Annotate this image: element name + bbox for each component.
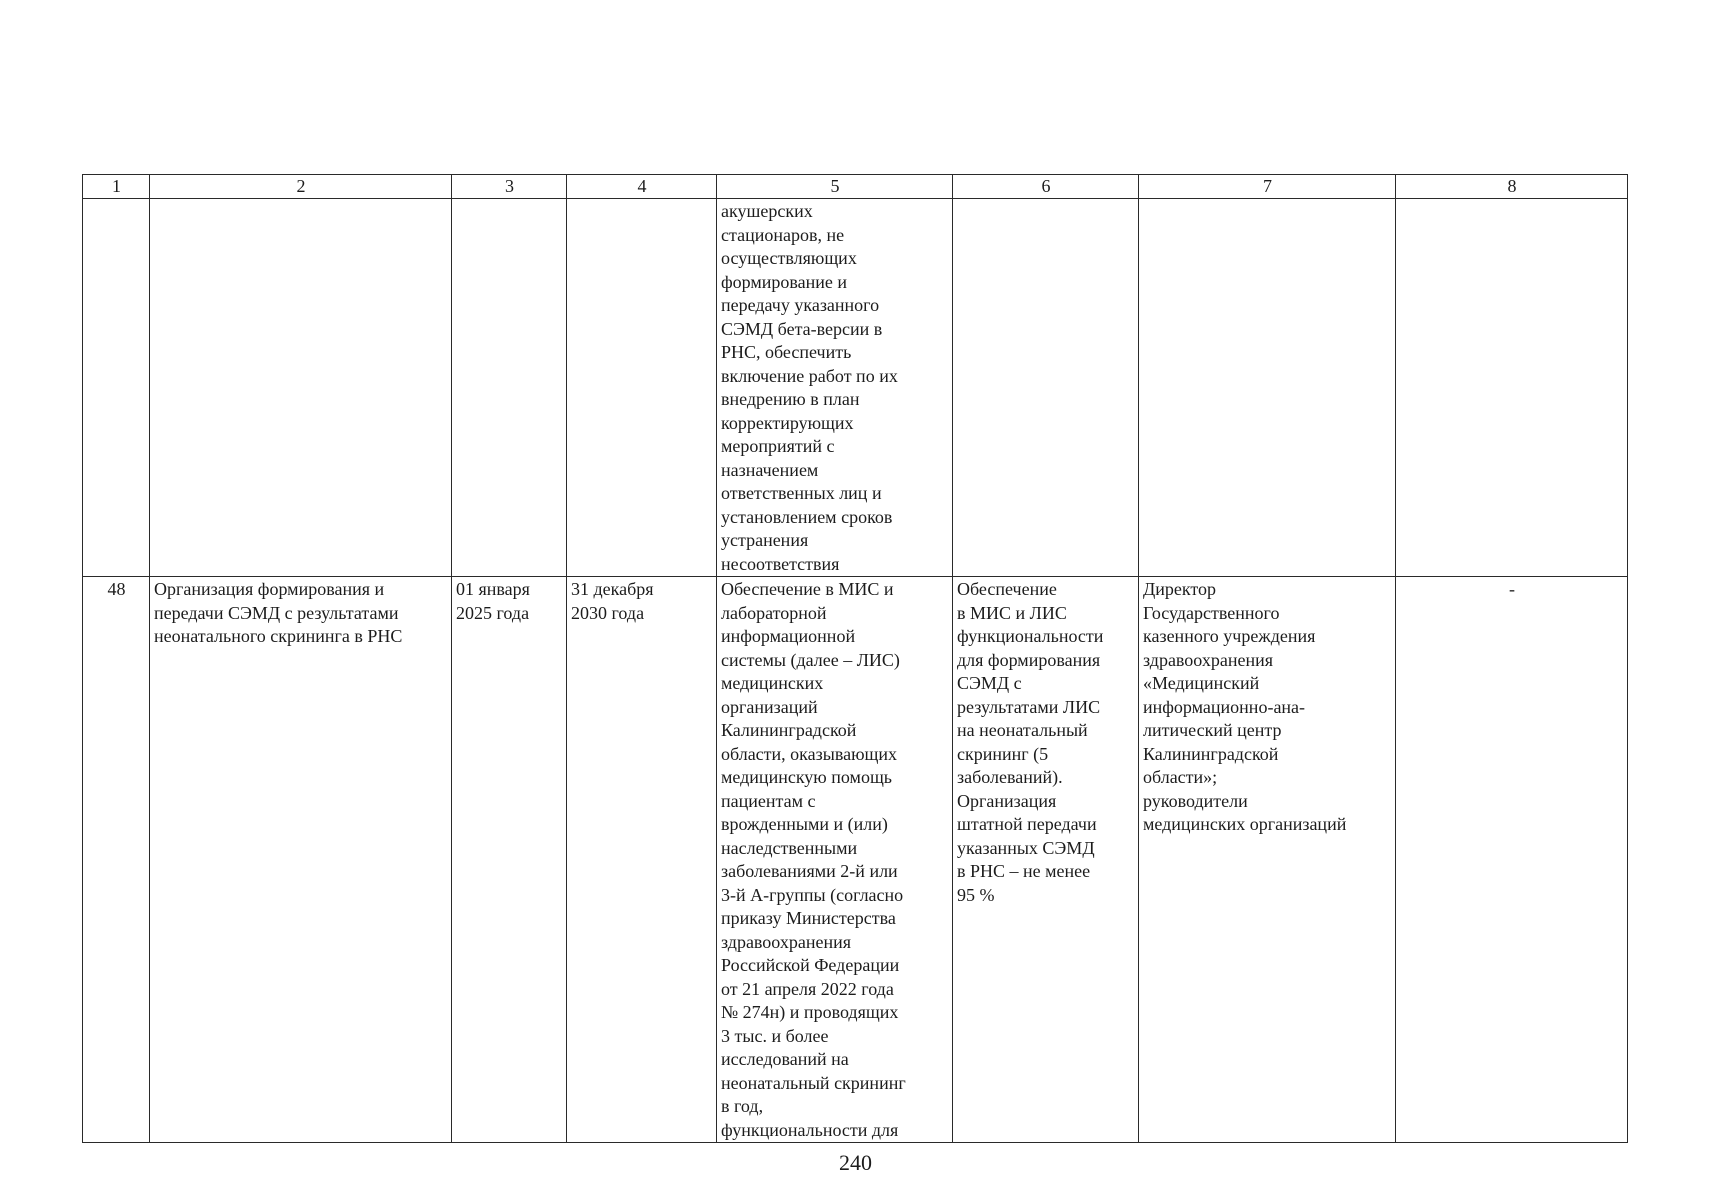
column-header-4: 4 (567, 175, 717, 199)
cell-col8-dash: - (1396, 577, 1628, 1143)
page-number: 240 (839, 1150, 872, 1175)
cell-row-number: 48 (83, 577, 150, 1143)
cell-responsible: Директор Государственного казенного учреждения здравоохранения «Медицинский информационно-ана- литический центр Калининградской области»; руководители медицинских организаций (1139, 577, 1396, 1143)
column-header-6: 6 (953, 175, 1139, 199)
table-row-continuation (83, 199, 1628, 577)
cell-continuation-col7 (1139, 199, 1396, 577)
cell-start-date: 01 января 2025 года (452, 577, 567, 1143)
column-header-1: 1 (83, 175, 150, 199)
measures-table (82, 174, 1628, 1143)
column-header-2: 2 (150, 175, 452, 199)
cell-continuation-col1 (83, 199, 150, 577)
column-header-5: 5 (717, 175, 953, 199)
cell-continuation-col4 (567, 199, 717, 577)
table-row-48 (83, 577, 1628, 1143)
cell-expected-result: Обеспечение в МИС и ЛИС функциональности для формирования СЭМД с результатами ЛИС на неонатальный скрининг (5 заболеваний). Организация штатной передачи указанных СЭМД в РНС – не менее 95 % (953, 577, 1139, 1143)
cell-end-date: 31 декабря 2030 года (567, 577, 717, 1143)
cell-activity-name: Организация формирования и передачи СЭМД с результатами неонатального скрининга в РНС (150, 577, 452, 1143)
header-row (83, 175, 1628, 199)
column-header-8: 8 (1396, 175, 1628, 199)
cell-continuation-col3 (452, 199, 567, 577)
cell-continuation-col2 (150, 199, 452, 577)
cell-description: Обеспечение в МИС и лабораторной информационной системы (далее – ЛИС) медицинских организаций Калининградской области, оказывающих медицинскую помощь пациентам с врожденными и (или) наследственными заболеваниями 2-й или 3-й А-группы (согласно приказу Министерства здравоохранения Российской Федерации от 21 апреля 2022 года № 274н) и проводящих 3 тыс. и более исследований на неонатальный скрининг в год, функциональности для (717, 577, 953, 1143)
cell-continuation-description: акушерских стационаров, не осуществляющих формирование и передачу указанного СЭМД бета-версии в РНС, обеспечить включение работ по их внедрению в план корректирующих мероприятий с назначением ответственных лиц и установлением сроков устранения несоответствия (717, 199, 953, 577)
column-header-3: 3 (452, 175, 567, 199)
cell-continuation-col8 (1396, 199, 1628, 577)
column-header-7: 7 (1139, 175, 1396, 199)
cell-continuation-col6 (953, 199, 1139, 577)
